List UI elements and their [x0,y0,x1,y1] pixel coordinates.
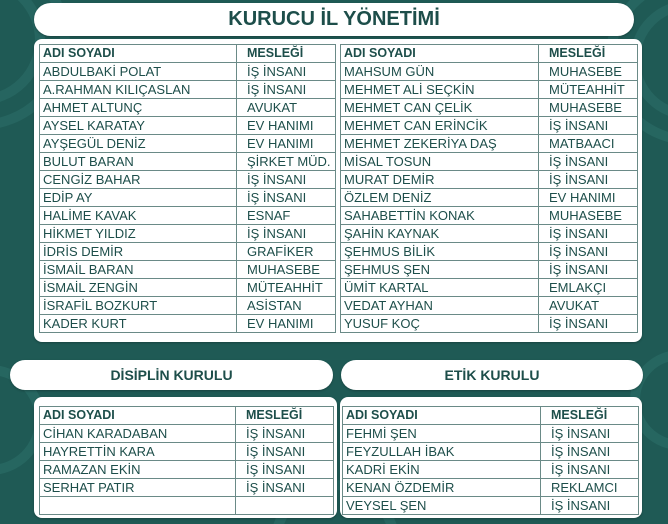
table-row [40,63,336,81]
table-row [341,243,638,261]
member-name: MEHMET ZEKERİYA DAŞ [341,135,539,153]
member-name: SERHAT PATIR [40,479,236,497]
header-job: MESLEĞİ [236,407,334,425]
table-row [40,135,336,153]
member-profession: MATBAACI [539,135,638,153]
member-name: HİKMET YILDIZ [40,225,237,243]
member-profession: ESNAF [237,207,336,225]
table-header-row [341,45,638,63]
etik-title-banner [341,360,643,390]
table-header-row [40,45,336,63]
table-header-row [343,407,639,425]
table-row [40,297,336,315]
member-name [40,497,236,515]
member-profession: ŞİRKET MÜD. [237,153,336,171]
member-name: ŞEHMUS BİLİK [341,243,539,261]
header-name: ADI SOYADI [343,407,541,425]
table-row [40,497,334,515]
table-row [40,99,336,117]
table-row [40,225,336,243]
member-name: RAMAZAN EKİN [40,461,236,479]
table-row [343,497,639,515]
kurucu-table-right [340,44,638,333]
table-row [341,153,638,171]
member-profession: İŞ İNSANI [539,117,638,135]
member-profession: MUHASEBE [539,99,638,117]
table-header-row [40,407,334,425]
header-job: MESLEĞİ [539,45,638,63]
kurucu-table-left [39,44,336,333]
member-name: MEHMET ALİ SEÇKİN [341,81,539,99]
member-profession: EV HANIMI [237,135,336,153]
member-name: EDİP AY [40,189,237,207]
member-name: AHMET ALTUNÇ [40,99,237,117]
member-profession: İŞ İNSANI [539,153,638,171]
header-name: ADI SOYADI [40,407,236,425]
etik-table [342,406,639,515]
table-row [341,189,638,207]
member-profession: REKLAMCI [541,479,639,497]
table-row [40,153,336,171]
member-profession: EV HANIMI [237,315,336,333]
member-name: İDRİS DEMİR [40,243,237,261]
member-profession: İŞ İNSANI [539,225,638,243]
header-name: ADI SOYADI [341,45,539,63]
header-job: MESLEĞİ [541,407,639,425]
member-name: BULUT BARAN [40,153,237,171]
table-row [40,261,336,279]
member-name: A.RAHMAN KILIÇASLAN [40,81,237,99]
table-row [341,99,638,117]
table-row [341,207,638,225]
member-profession: MÜTEAHHİT [237,279,336,297]
member-name: ÜMİT KARTAL [341,279,539,297]
member-profession: İŞ İNSANI [541,461,639,479]
disiplin-title: DİSİPLİN KURULU [110,367,233,383]
table-row [40,443,334,461]
member-name: HAYRETTİN KARA [40,443,236,461]
member-profession: İŞ İNSANI [236,443,334,461]
member-profession: EV HANIMI [539,189,638,207]
member-profession: İŞ İNSANI [236,425,334,443]
member-name: CİHAN KARADABAN [40,425,236,443]
member-profession: MUHASEBE [539,63,638,81]
member-profession: AVUKAT [539,297,638,315]
member-name: VEDAT AYHAN [341,297,539,315]
member-profession: İŞ İNSANI [236,479,334,497]
table-row [343,425,639,443]
table-row [343,479,639,497]
member-profession: İŞ İNSANI [541,443,639,461]
member-profession: İŞ İNSANI [541,497,639,515]
member-name: KENAN ÖZDEMİR [343,479,541,497]
etik-title: ETİK KURULU [444,367,540,383]
table-row [341,117,638,135]
member-name: AYŞEGÜL DENİZ [40,135,237,153]
member-name: ABDULBAKİ POLAT [40,63,237,81]
member-profession: İŞ İNSANI [539,171,638,189]
member-profession: AVUKAT [237,99,336,117]
member-name: HALİME KAVAK [40,207,237,225]
table-row [343,461,639,479]
table-row [40,315,336,333]
table-row [40,207,336,225]
table-row [40,171,336,189]
table-row [341,135,638,153]
member-name: AYSEL KARATAY [40,117,237,135]
member-profession: MÜTEAHHİT [539,81,638,99]
member-profession: İŞ İNSANI [236,461,334,479]
member-name: FEYZULLAH İBAK [343,443,541,461]
member-name: MEHMET CAN ÇELİK [341,99,539,117]
member-name: FEHMİ ŞEN [343,425,541,443]
member-name: İSRAFİL BOZKURT [40,297,237,315]
member-profession: İŞ İNSANI [539,315,638,333]
member-name: MAHSUM GÜN [341,63,539,81]
table-row [341,297,638,315]
member-profession: MUHASEBE [237,261,336,279]
table-row [343,443,639,461]
table-row [40,279,336,297]
member-profession: İŞ İNSANI [237,81,336,99]
member-name: MURAT DEMİR [341,171,539,189]
member-profession: İŞ İNSANI [539,243,638,261]
member-name: YUSUF KOÇ [341,315,539,333]
table-row [40,81,336,99]
member-profession: EV HANIMI [237,117,336,135]
member-name: SAHABETTİN KONAK [341,207,539,225]
member-name: İSMAİL ZENGİN [40,279,237,297]
header-job: MESLEĞİ [237,45,336,63]
table-row [341,63,638,81]
main-title-banner [34,3,634,36]
member-profession: İŞ İNSANI [237,189,336,207]
table-row [40,117,336,135]
table-row [341,315,638,333]
disiplin-table [39,406,334,515]
table-row [40,189,336,207]
table-row [40,243,336,261]
member-name: ŞEHMUS ŞEN [341,261,539,279]
member-profession: İŞ İNSANI [539,261,638,279]
member-profession: İŞ İNSANI [541,425,639,443]
member-name: VEYSEL ŞEN [343,497,541,515]
member-name: CENGİZ BAHAR [40,171,237,189]
member-profession: İŞ İNSANI [237,225,336,243]
member-name: İSMAİL BARAN [40,261,237,279]
main-title: KURUCU İL YÖNETİMİ [228,8,440,30]
table-row [40,479,334,497]
member-profession: EMLAKÇI [539,279,638,297]
member-profession: ASİSTAN [237,297,336,315]
member-profession: İŞ İNSANI [237,171,336,189]
table-row [341,81,638,99]
table-row [341,279,638,297]
member-profession: İŞ İNSANI [237,63,336,81]
member-name: ŞAHİN KAYNAK [341,225,539,243]
member-profession: MUHASEBE [539,207,638,225]
member-profession [236,497,334,515]
member-name: MEHMET CAN ERİNCİK [341,117,539,135]
header-name: ADI SOYADI [40,45,237,63]
table-row [40,461,334,479]
table-row [341,225,638,243]
member-name: KADER KURT [40,315,237,333]
member-name: MİSAL TOSUN [341,153,539,171]
table-row [341,261,638,279]
table-row [40,425,334,443]
table-row [341,171,638,189]
member-name: KADRİ EKİN [343,461,541,479]
member-profession: GRAFİKER [237,243,336,261]
member-name: ÖZLEM DENİZ [341,189,539,207]
disiplin-title-banner [10,360,333,390]
